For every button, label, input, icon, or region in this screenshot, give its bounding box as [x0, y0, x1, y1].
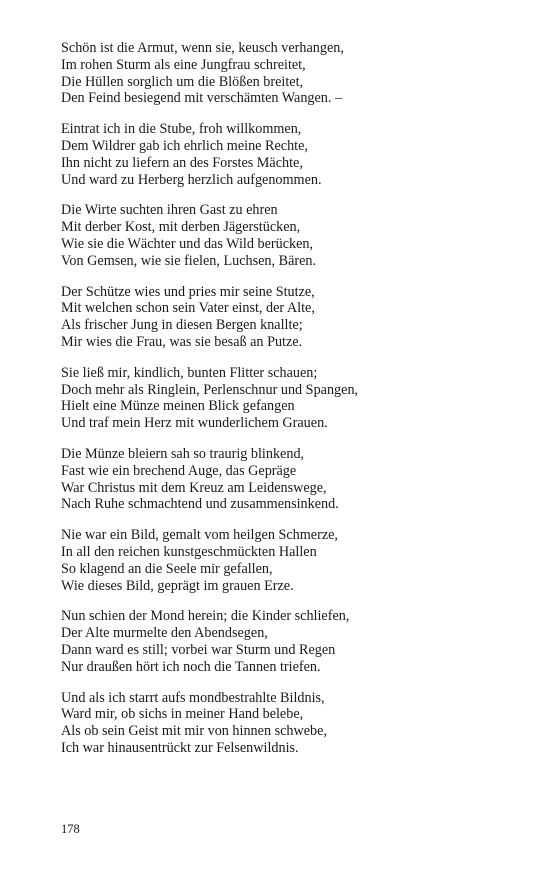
stanza [61, 284, 521, 351]
verse-line: Ward mir, ob sichs in meiner Hand belebe, [61, 706, 304, 723]
page-number: 178 [61, 822, 80, 836]
verse-line: So klagend an die Seele mir gefallen, [61, 560, 273, 577]
verse-line: Mit derber Kost, mit derben Jägerstücken, [61, 219, 301, 236]
poem-body [61, 40, 521, 771]
stanza [61, 202, 521, 269]
verse-line: Nach Ruhe schmachtend und zusammensinkend. [61, 496, 339, 513]
verse-line: Wie sie die Wächter und das Wild berücken, [61, 235, 314, 252]
verse-line: In all den reichen kunstgeschmückten Hallen [61, 543, 317, 560]
verse-line: Sie ließ mir, kindlich, bunten Flitter schauen; [61, 364, 318, 381]
verse-line: Ihn nicht zu liefern an des Forstes Mächte, [61, 154, 303, 171]
verse-line: Ich war hinausentrückt zur Felsenwildnis. [61, 739, 299, 756]
verse-line: Der Alte murmelte den Abendsegen, [61, 625, 268, 642]
verse-line: Hielt eine Münze meinen Blick gefangen [61, 398, 295, 415]
verse-line: Nur draußen hört ich noch die Tannen triefen. [61, 658, 321, 675]
verse-line: Eintrat ich in die Stube, froh willkommen, [61, 121, 302, 138]
verse-line: Dann ward es still; vorbei war Sturm und Regen [61, 641, 336, 658]
verse-line: Die Münze bleiern sah so traurig blinkend, [61, 445, 305, 462]
verse-line: Und traf mein Herz mit wunderlichem Grauen. [61, 415, 328, 432]
verse-line: Der Schütze wies und pries mir seine Stutze, [61, 283, 315, 300]
verse-line: Schön ist die Armut, wenn sie, keusch verhangen, [61, 40, 344, 56]
verse-line: Die Hüllen sorglich um die Blößen breitet, [61, 73, 304, 90]
stanza [61, 690, 521, 757]
verse-line: Mir wies die Frau, was sie besaß an Putze. [61, 333, 303, 350]
verse-line: Den Feind besiegend mit verschämten Wangen. – [61, 90, 343, 107]
verse-line: Wie dieses Bild, geprägt im grauen Erze. [61, 577, 294, 594]
verse-line: Mit welchen schon sein Vater einst, der Alte, [61, 300, 315, 317]
verse-line: Die Wirte suchten ihren Gast zu ehren [61, 202, 278, 219]
verse-line: Dem Wildrer gab ich ehrlich meine Rechte, [61, 137, 308, 154]
verse-line: Von Gemsen, wie sie fielen, Luchsen, Bären. [61, 252, 317, 269]
verse-line: Nun schien der Mond herein; die Kinder schliefen, [61, 608, 350, 625]
verse-line: Im rohen Sturm als eine Jungfrau schreitet, [61, 56, 306, 73]
stanza [61, 40, 521, 107]
stanza [61, 121, 521, 188]
verse-line: War Christus mit dem Kreuz am Leidenswege, [61, 479, 327, 496]
verse-line: Doch mehr als Ringlein, Perlenschnur und Spangen, [61, 381, 359, 398]
verse-line: Als ob sein Geist mit mir von hinnen schwebe, [61, 723, 327, 740]
verse-line: Als frischer Jung in diesen Bergen knallte; [61, 317, 303, 334]
verse-line: Und als ich starrt aufs mondbestrahlte Bildnis, [61, 689, 325, 706]
verse-line: Fast wie ein brechend Auge, das Gepräge [61, 462, 297, 479]
verse-line: Nie war ein Bild, gemalt vom heilgen Schmerze, [61, 527, 338, 544]
stanza [61, 608, 521, 675]
stanza [61, 527, 521, 594]
stanza [61, 446, 521, 513]
verse-line: Und ward zu Herberg herzlich aufgenommen. [61, 171, 322, 188]
stanza [61, 365, 521, 432]
